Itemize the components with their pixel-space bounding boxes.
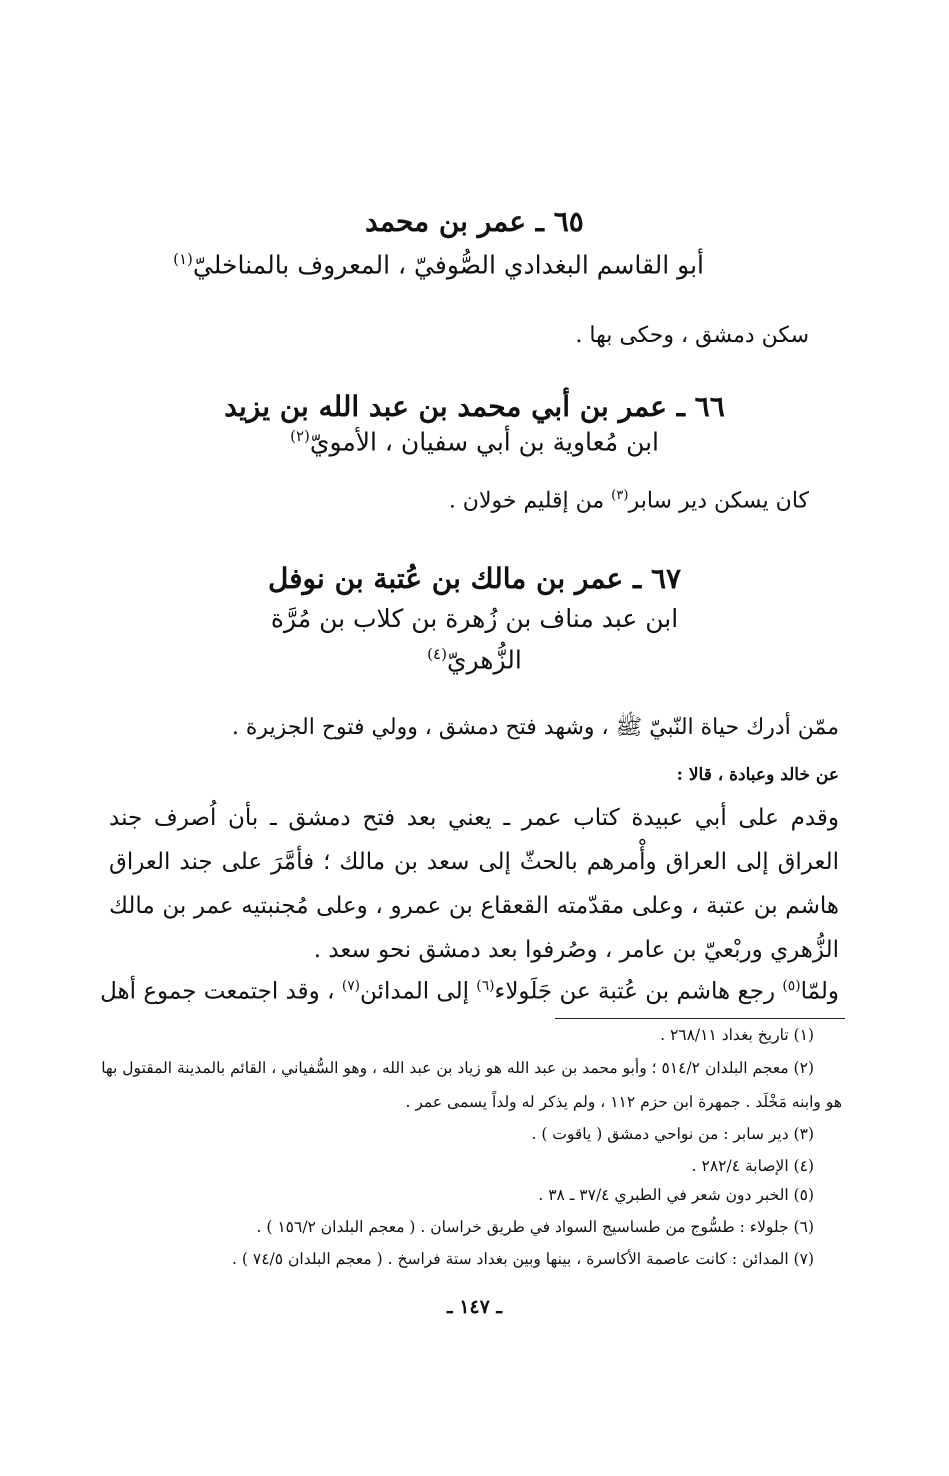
footnote-ref-6: (٦) <box>476 978 495 994</box>
footnote-ref-7: (٧) <box>341 978 361 994</box>
page-number: ـ ١٤٧ ـ <box>447 1296 502 1318</box>
entry-66-heading: ٦٦ ـ عمر بن أبي محمد بن عبد الله بن يزيد <box>224 390 725 423</box>
continuation-text-c: إلى المدائن <box>360 978 477 1005</box>
entry-66-body-b: من إقليم خولان . <box>448 488 612 514</box>
entry-66-subtitle-text: ابن مُعاوية بن أبي سفيان ، الأمويّ <box>309 427 659 457</box>
source-line: عن خالد وعبادة ، قالا : <box>676 765 839 785</box>
footnote-5: (٥) الخبر دون شعر في الطبري ٣٧/٤ ـ ٣٨ . <box>538 1186 814 1204</box>
continuation-line <box>100 978 839 1005</box>
footnote-2: (٢) معجم البلدان ٥١٤/٢ ؛ وأبو محمد بن عبد الله هو زياد بن عبد الله ، وهو السُّفياني ، القائم بالمدينة المقتول بها <box>101 1059 814 1077</box>
entry-67-body: ممّن أدرك حياة النّبيّ ﷺ ، وشهد فتح دمشق ، وولي فتوح الجزيرة . <box>231 715 839 740</box>
footnote-4: (٤) الإصابة ٢٨٢/٤ . <box>691 1157 814 1175</box>
entry-66-body-a: كان يسكن دير سابر <box>628 488 809 514</box>
footnote-ref-4: (٤) <box>427 645 447 663</box>
footnote-2-continued: هو وابنه مَخْلَد . جمهرة ابن حزم ١١٢ ، ولم يذكر له ولداً يسمى عمر . <box>405 1093 842 1111</box>
footnote-1: (١) تاريخ بغداد ٢٦٨/١١ . <box>660 1026 814 1044</box>
main-paragraph: وقدم على أبي عبيدة كتاب عمر ـ يعني بعد فتح دمشق ـ بأن اُصرف جند العراق إلى العراق وأْمرهم بالحثّ إلى سعد بن مالك ؛ فأمَّرَ على جند العراق هاشم بن عتبة ، وعلى مقدّمته القعقاع بن عمرو ، وعلى مُجنبتيه عمر بن مالك الزُّهري وربْعيّ بن عامر ، وصُرفوا بعد دمشق نحو سعد . <box>109 805 839 963</box>
footnote-ref-5: (٥) <box>782 978 801 994</box>
footnote-ref-3: (٣) <box>611 488 629 503</box>
entry-67-subtitle-2 <box>0 645 949 674</box>
footnote-ref-1: (١) <box>173 250 193 268</box>
entry-65-heading: ٦٥ ـ عمر بن محمد <box>365 205 584 238</box>
footnote-ref-2: (٢) <box>290 427 310 445</box>
entry-67-subtitle: ابن عبد مناف بن زُهرة بن كلاب بن مُرَّة <box>270 604 679 633</box>
continuation-text-d: ، وقد اجتمعت جموع أهل <box>100 978 342 1005</box>
continuation-text-a: ولمّا <box>800 978 839 1005</box>
entry-66-body <box>449 488 809 513</box>
entry-67-heading: ٦٧ ـ عمر بن مالك بن عُتبة بن نوفل <box>267 562 682 595</box>
footnote-separator <box>555 1018 845 1019</box>
entry-67-subtitle-2-text: الزُّهريّ <box>446 645 522 675</box>
entry-66-subtitle <box>290 427 659 456</box>
footnote-3: (٣) دير سابر : من نواحي دمشق ( ياقوت ) . <box>531 1125 814 1143</box>
entry-65-subtitle-text: أبو القاسم البغدادي الصُّوفيّ ، المعروف بالمناخليّ <box>192 250 704 280</box>
footnote-7: (٧) المدائن : كانت عاصمة الأكاسرة ، بينها وبين بغداد ستة فراسخ . ( معجم البلدان ٧٤/٥ ) . <box>232 1250 814 1268</box>
entry-65-body: سكن دمشق ، وحكى بها . <box>575 323 809 348</box>
footnote-6: (٦) جلولاء : طسُّوج من طساسيج السواد في طريق خراسان . ( معجم البلدان ١٥٦/٢ ) . <box>256 1218 814 1236</box>
continuation-text-b: رجع هاشم بن عُتبة عن جَلَولاء <box>494 978 783 1005</box>
entry-65-subtitle <box>173 250 704 279</box>
